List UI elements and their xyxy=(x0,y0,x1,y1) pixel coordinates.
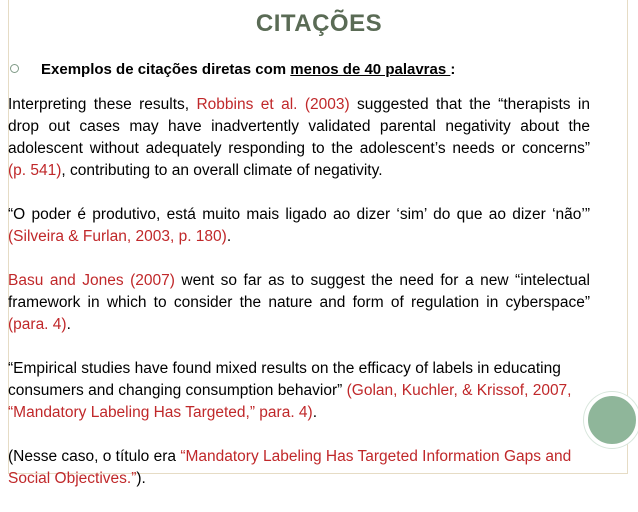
text: suggested that the “therapists in drop out cases may have inadvertently validated parental negativity about the adolescent without adequately responding to the adolescent’s needs or concerns” xyxy=(8,96,590,157)
quote-paragraph-1 xyxy=(8,94,590,182)
text: , contributing to an overall climate of negativity. xyxy=(61,162,383,179)
text: . xyxy=(226,228,232,245)
citation-page: (p. 541) xyxy=(8,162,62,179)
quote-paragraph-3 xyxy=(8,270,590,336)
text: Interpreting these results, xyxy=(8,96,197,113)
text: . xyxy=(66,316,71,333)
text: . xyxy=(312,404,318,421)
bullet-heading xyxy=(10,61,610,78)
text: “Empirical studies have found mixed results on the efficacy of labels in educating consumers and changing consumption behavior” xyxy=(8,360,561,399)
slide-title: CITAÇÕES xyxy=(255,10,383,37)
text: (Nesse caso, o título era xyxy=(8,448,181,465)
quote-paragraph-4 xyxy=(8,358,590,424)
quote-paragraph-5 xyxy=(8,446,590,490)
bullet-text-before: Exemplos de citações diretas com xyxy=(41,61,291,78)
text: went so far as to suggest the need for a new “intelectual framework in which to consider the nature and form of regulation in cyberspace” xyxy=(8,272,590,311)
decorative-circle-icon xyxy=(584,392,638,448)
citation: (Silveira & Furlan, 2003, p. 180) xyxy=(8,228,227,245)
quotes-body xyxy=(8,94,590,512)
citation: (Golan, Kuchler, & Krissof, 2007, “Mandatory Labeling Has Targeted,” para. 4) xyxy=(8,382,572,421)
bullet-text-underlined: menos de 40 palavras xyxy=(290,61,451,78)
citation: Robbins et al. (2003) xyxy=(196,96,350,113)
bullet-text-after: : xyxy=(450,61,456,78)
bullet-circle-icon xyxy=(10,64,19,73)
citation-para: (para. 4) xyxy=(8,316,67,333)
text: ). xyxy=(136,470,146,487)
text: “O poder é produtivo, está muito mais ligado ao dizer ‘sim’ do que ao dizer ‘não’” xyxy=(8,206,590,223)
citation-title: “Mandatory Labeling Has Targeted Information Gaps and Social Objectives.” xyxy=(8,448,572,487)
citation: Basu and Jones (2007) xyxy=(8,272,175,289)
quote-paragraph-2 xyxy=(8,204,590,248)
